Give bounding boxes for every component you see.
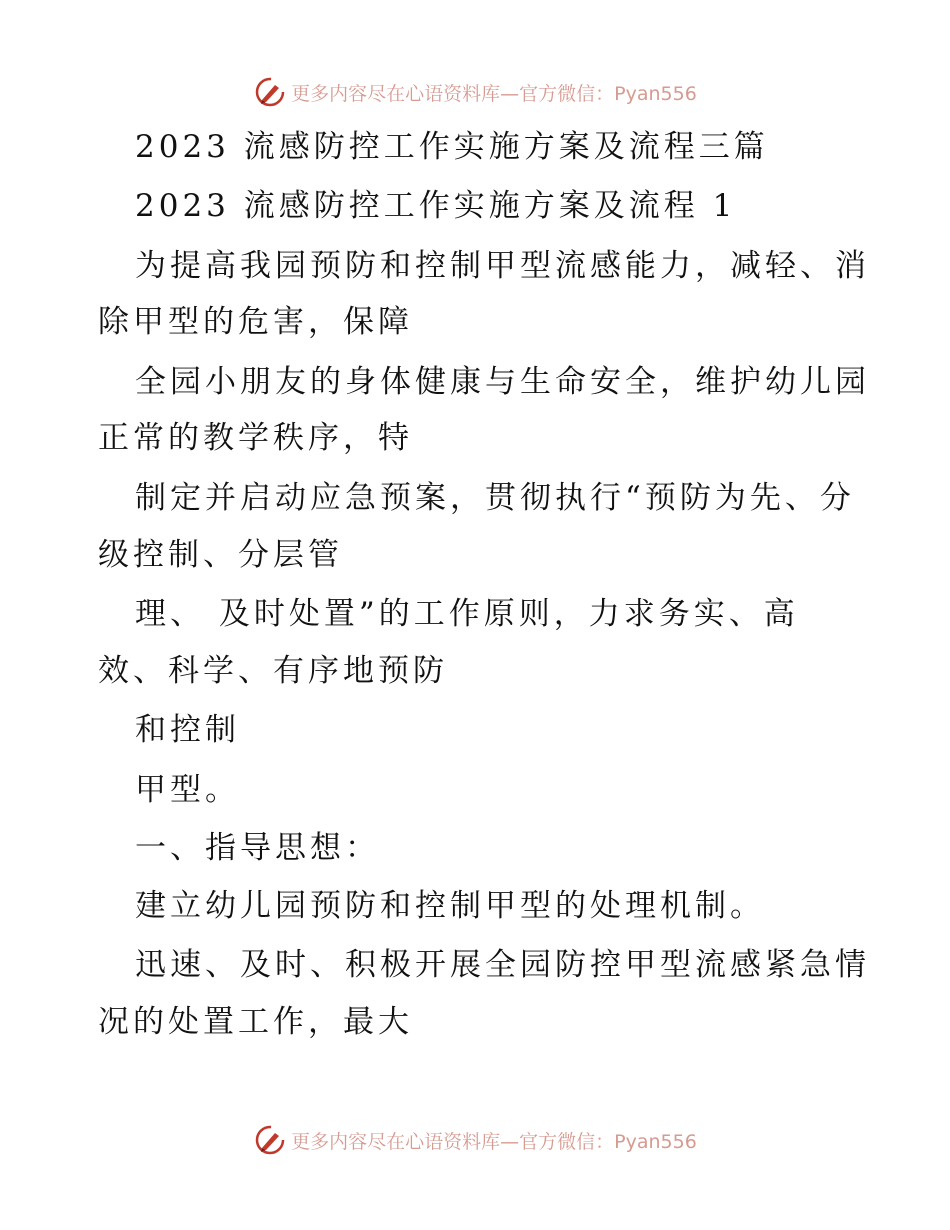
paragraph-line: 全园小朋友的身体健康与生命安全，维护幼儿园 [135, 364, 870, 400]
paragraph-line: 级控制、分层管 [98, 537, 343, 573]
document-title: 2023 流感防控工作实施方案及流程三篇 [135, 129, 769, 165]
paragraph-line: 甲型。 [135, 772, 240, 808]
footer-watermark [0, 1120, 950, 1160]
paragraph-line: 理、 及时处置”的工作原则，力求务实、高 [135, 596, 799, 632]
paragraph-line: 况的处置工作，最大 [98, 1004, 413, 1040]
paragraph-line: 除甲型的危害，保障 [98, 304, 413, 340]
paragraph-line: 为提高我园预防和控制甲型流感能力，减轻、消 [135, 248, 870, 284]
pen-circle-logo-icon [253, 1123, 287, 1157]
watermark-text: 更多内容尽在心语资料库—官方微信：Pyan556 [291, 1130, 697, 1153]
paragraph-line: 正常的教学秩序，特 [98, 420, 413, 456]
paragraph-line: 迅速、及时、积极开展全园防控甲型流感紧急情 [135, 947, 870, 983]
paragraph-line: 建立幼儿园预防和控制甲型的处理机制。 [135, 888, 765, 924]
watermark-text: 更多内容尽在心语资料库—官方微信：Pyan556 [291, 82, 697, 105]
paragraph-line: 和控制 [135, 712, 240, 748]
section-heading: 2023 流感防控工作实施方案及流程 1 [135, 188, 737, 224]
section-heading: 一、指导思想： [135, 830, 380, 866]
paragraph-line: 制定并启动应急预案，贯彻执行“预防为先、分 [135, 480, 855, 516]
paragraph-line: 效、科学、有序地预防 [98, 653, 448, 689]
